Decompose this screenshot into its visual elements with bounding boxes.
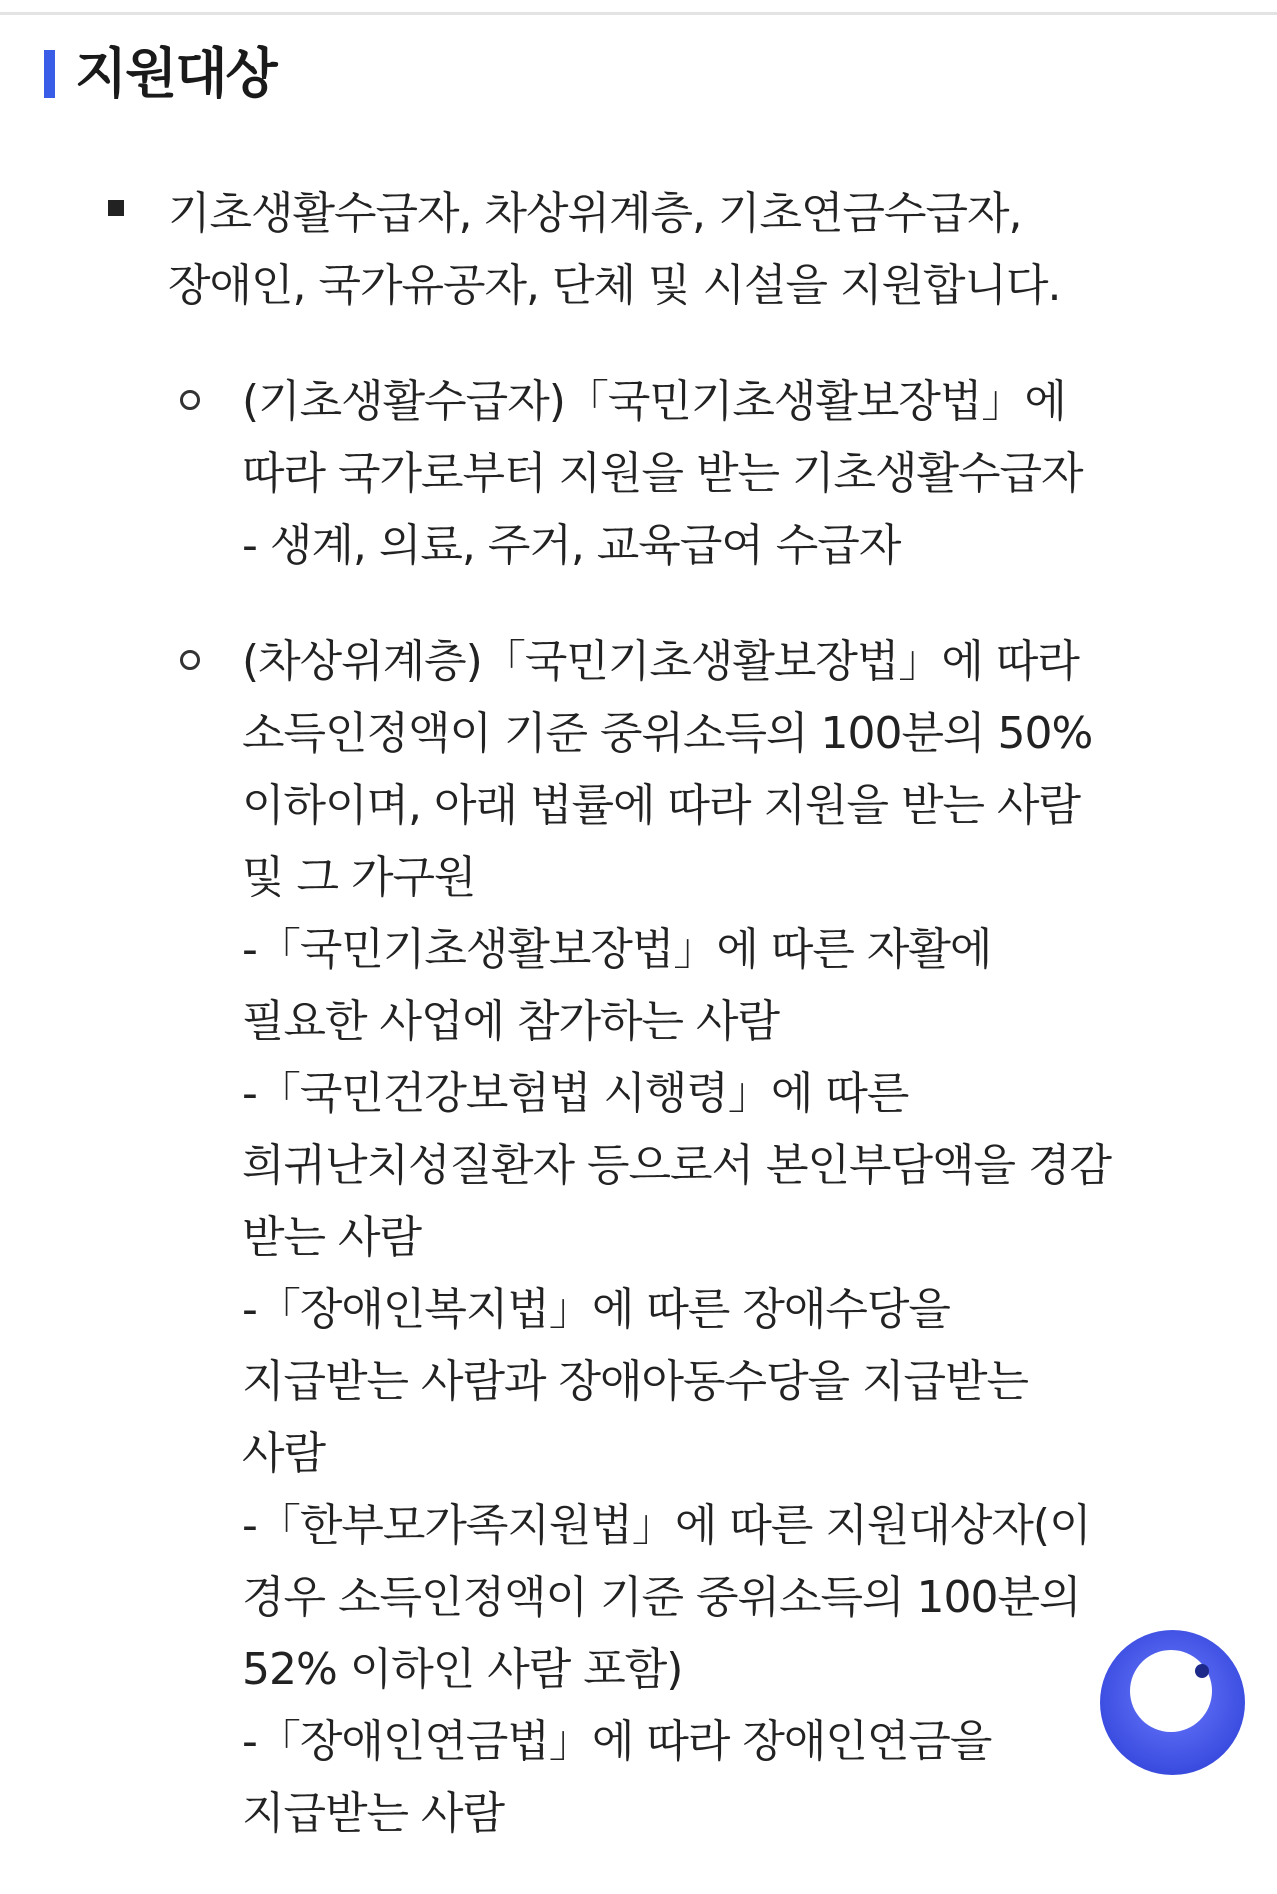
sub-item-lead: (기초생활수급자)「국민기초생활보장법」에 따라 국가로부터 지원을 받는 기초생활수급자 (242, 376, 1083, 499)
sub-item-body (180, 366, 1124, 582)
sub-item-detail: -「국민건강보험법 시행령」에 따른 희귀난치성질환자 등으로서 본인부담액을 경감 받는 사람 (242, 1068, 1112, 1263)
title-accent-bar (44, 50, 55, 98)
main-item-text: 기초생활수급자, 차상위계층, 기초연금수급자, 장애인, 국가유공자, 단체 및 시설을 지원합니다. (168, 188, 1061, 311)
sub-item-near-poverty (104, 626, 1124, 1850)
list-item (104, 178, 1124, 1850)
square-bullet-icon (108, 200, 124, 216)
sub-item-detail: -「한부모가족지원법」에 따른 지원대상자(이 경우 소득인정액이 기준 중위소득의 100분의 52% 이하인 사람 포함) (242, 1500, 1091, 1695)
sub-item-detail: -「장애인복지법」에 따른 장애수당을 지급받는 사람과 장애아동수당을 지급받는 사람 (242, 1284, 1029, 1479)
chatbot-face-icon (1130, 1650, 1212, 1732)
section-header (44, 44, 276, 104)
support-target-list (104, 178, 1124, 1894)
sub-item-lead: (차상위계층)「국민기초생활보장법」에 따라 소득인정액이 기준 중위소득의 100분의 50% 이하이며, 아래 법률에 따라 지원을 받는 사람 및 그 가구원 (242, 636, 1093, 903)
sub-item-detail: -「국민기초생활보장법」에 따른 자활에 필요한 사업에 참가하는 사람 (242, 924, 992, 1047)
circle-bullet-icon (180, 390, 200, 410)
circle-bullet-icon (180, 650, 200, 670)
top-divider (0, 12, 1277, 15)
sub-item-body (180, 626, 1124, 1850)
sub-item-detail: - 생계, 의료, 주거, 교육급여 수급자 (242, 520, 901, 571)
chatbot-dot-icon (1195, 1664, 1209, 1678)
chatbot-icon[interactable] (1100, 1630, 1245, 1775)
sub-list (168, 366, 1124, 1850)
sub-item-basic-livelihood (104, 366, 1124, 582)
sub-item-detail: -「장애인연금법」에 따라 장애인연금을 지급받는 사람 (242, 1716, 992, 1839)
section-title: 지원대상 (75, 42, 276, 105)
